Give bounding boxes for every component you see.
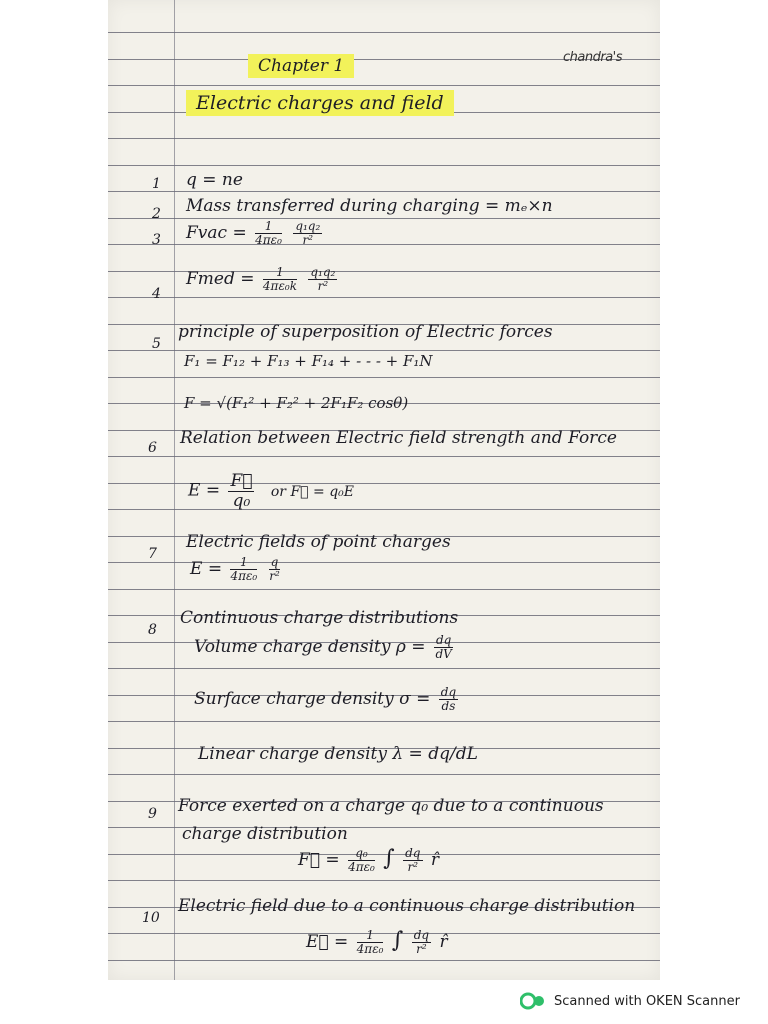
ruled-line <box>108 191 660 192</box>
ruled-line <box>108 456 660 457</box>
formula-fmed: Fmed = $\frac{1}{\text{4πε₀k}}$ $\frac{\text{q₁q₂}}{\text{r²}}$ <box>186 265 336 294</box>
formula-field-continuous: E⃗ = $\frac{1}{\text{4πε₀}}$ ∫ $\frac{dq}{\text{r²}}$ r̂ <box>306 927 448 956</box>
ruled-line <box>108 350 660 351</box>
ruled-line <box>108 165 660 166</box>
item-number: 8 <box>148 622 157 638</box>
ruled-line <box>108 774 660 775</box>
formula-point-charge: E = $\frac{1}{\text{4πε₀}}$ $\frac{q}{\text{r²}}$ <box>190 555 280 584</box>
item-number: 3 <box>152 232 161 248</box>
ruled-line <box>108 138 660 139</box>
ruled-line <box>108 377 660 378</box>
item-number: 7 <box>148 546 157 562</box>
item-number: 9 <box>148 806 157 822</box>
formula-fvac: Fvac = $\frac{1}{\text{4πε₀}}$ $\frac{\text{q₁q₂}}{\text{r²}}$ <box>186 219 321 248</box>
item-number: 4 <box>152 286 161 302</box>
force-continuous-heading: Force exerted on a charge q₀ due to a continuous <box>178 796 604 816</box>
item-number: 10 <box>142 910 160 926</box>
formula-q-ne: q = ne <box>186 170 243 190</box>
ruled-line <box>108 960 660 961</box>
field-continuous-heading: Electric field due to a continuous charge distribution <box>178 896 636 916</box>
formula-force-continuous: F⃗ = $\frac{\text{q₀}}{\text{4πε₀}}$ ∫ $\frac{dq}{\text{r²}}$ r̂ <box>298 845 440 874</box>
linear-charge-density: Linear charge density λ = dq/dL <box>198 744 478 764</box>
item-number: 6 <box>148 440 157 456</box>
mass-transferred-text: Mass transferred during charging = mₑ×n <box>186 196 553 216</box>
ruled-line <box>108 880 660 881</box>
ruled-line <box>108 218 660 219</box>
ruled-line <box>108 721 660 722</box>
ruled-line <box>108 85 660 86</box>
relation-heading: Relation between Electric field strength and Force <box>180 428 617 448</box>
chapter-title: Electric charges and field <box>186 92 454 114</box>
notebook-page <box>108 0 660 980</box>
item-number: 5 <box>152 336 161 352</box>
surface-charge-density: Surface charge density σ = $\frac{dq}{ds}$ <box>194 685 457 714</box>
volume-charge-density: Volume charge density ρ = $\frac{dq}{dV}$ <box>194 633 452 662</box>
formula-resultant-force: F = √(F₁² + F₂² + 2F₁F₂ cosθ) <box>184 394 409 412</box>
brand-stamp: chandra's <box>563 50 623 65</box>
ruled-line <box>108 668 660 669</box>
point-charge-heading: Electric fields of point charges <box>186 532 451 552</box>
ruled-line <box>108 297 660 298</box>
margin-line <box>174 0 175 980</box>
formula-field-force: E = $\frac{F⃗}{\text{q₀}}$ or F⃗ = q₀E <box>188 471 354 511</box>
superposition-heading: principle of superposition of Electric forces <box>178 322 553 342</box>
oken-scanner-logo-icon <box>520 992 546 1010</box>
force-continuous-heading-cont: charge distribution <box>182 824 348 844</box>
ruled-line <box>108 32 660 33</box>
continuous-distribution-heading: Continuous charge distributions <box>180 608 459 628</box>
formula-superposition: F₁ = F₁₂ + F₁₃ + F₁₄ + - - - + F₁N <box>184 352 433 370</box>
scanner-watermark <box>520 992 740 1010</box>
scanner-label: Scanned with OKEN Scanner <box>554 993 740 1009</box>
item-number: 1 <box>152 176 161 192</box>
item-number: 2 <box>152 206 161 222</box>
ruled-line <box>108 589 660 590</box>
chapter-heading: Chapter 1 <box>248 56 354 76</box>
